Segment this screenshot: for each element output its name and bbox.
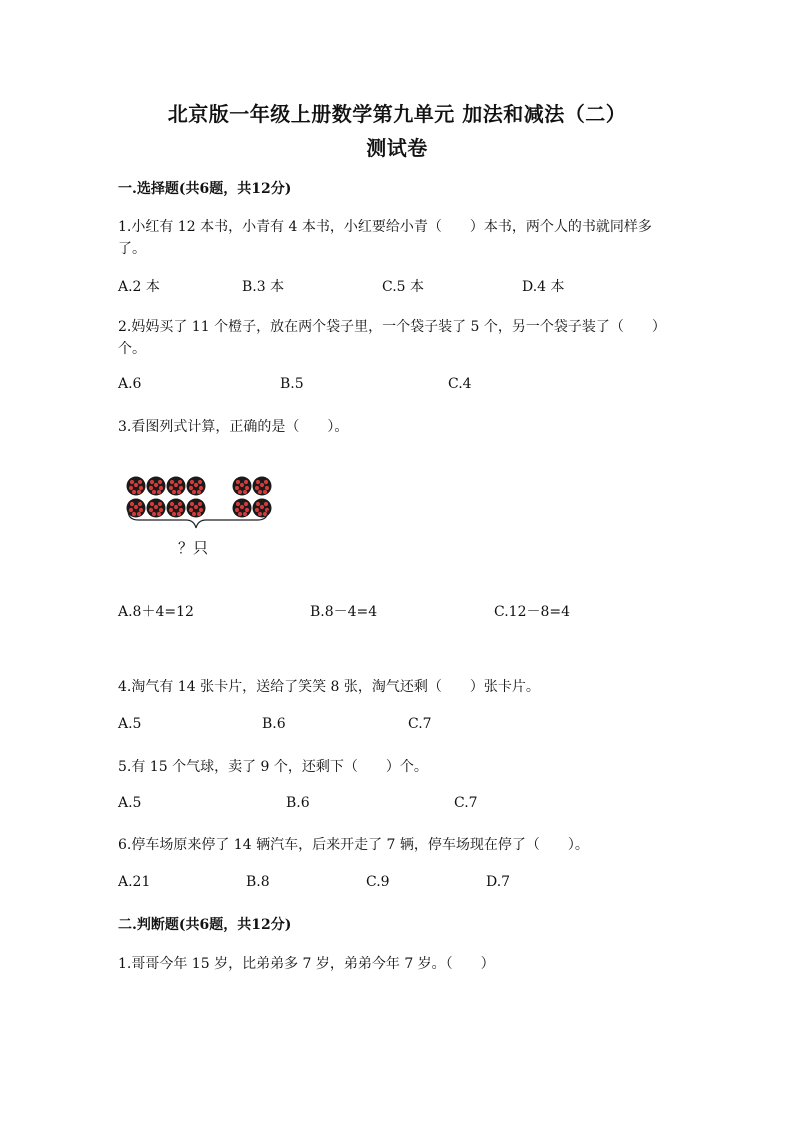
ladybug-icon — [233, 477, 252, 496]
q3-option-b[interactable]: B.8－4=4 — [310, 604, 378, 620]
q6-option-d[interactable]: D.7 — [486, 874, 511, 890]
section-heading-choice: 一.选择题(共6题，共12分) — [118, 181, 292, 197]
q6-option-b[interactable]: B.8 — [246, 874, 270, 890]
q6-option-c[interactable]: C.9 — [366, 874, 390, 890]
q1-option-b[interactable]: B.3 本 — [242, 279, 285, 295]
question-6: 6.停车场原来停了 14 辆汽车，后来开走了 7 辆，停车场现在停了（ ）。 — [118, 837, 589, 853]
question-2-options — [118, 376, 678, 398]
ladybug-icon — [167, 477, 186, 496]
question-4-options — [118, 716, 678, 738]
question-4: 4.淘气有 14 张卡片，送给了笑笑 8 张，淘气还剩（ ）张卡片。 — [118, 679, 540, 695]
q5-option-c[interactable]: C.7 — [454, 795, 478, 811]
ladybug-group — [127, 477, 272, 518]
q2-option-c[interactable]: C.4 — [448, 376, 472, 392]
q6-option-a[interactable]: A.21 — [118, 874, 151, 890]
q1-option-a[interactable]: A.2 本 — [118, 279, 160, 295]
q2-option-a[interactable]: A.6 — [118, 376, 142, 392]
q3-option-c[interactable]: C.12－8=4 — [494, 604, 571, 620]
q4-option-b[interactable]: B.6 — [262, 716, 286, 732]
ladybug-icon — [253, 477, 272, 496]
ladybug-icon — [187, 499, 206, 518]
q5-option-a[interactable]: A.5 — [118, 795, 142, 811]
ladybug-icon — [147, 477, 166, 496]
q2-option-b[interactable]: B.5 — [280, 376, 304, 392]
judge-question-1: 1.哥哥今年 15 岁，比弟弟多 7 岁，弟弟今年 7 岁。（ ） — [118, 956, 495, 972]
section-heading-judge: 二.判断题(共6题，共12分) — [118, 917, 292, 933]
q1-option-c[interactable]: C.5 本 — [382, 279, 425, 295]
worksheet-title: 北京版一年级上册数学第九单元 加法和减法（二） — [167, 102, 627, 126]
question-3: 3.看图列式计算，正确的是（ ）。 — [118, 419, 349, 435]
q5-option-b[interactable]: B.6 — [286, 795, 310, 811]
figure-question-label: ？只 — [178, 539, 209, 557]
question-2: 2.妈妈买了 11 个橙子，放在两个袋子里，一个袋子装了 5 个，另一个袋子装了（ ）个。 — [118, 319, 666, 357]
ladybug-icon — [253, 499, 272, 518]
ladybug-icon — [167, 499, 186, 518]
q1-option-d[interactable]: D.4 本 — [522, 279, 565, 295]
ladybug-icon — [187, 477, 206, 496]
q4-option-c[interactable]: C.7 — [408, 716, 432, 732]
question-5-options — [118, 795, 678, 817]
question-1: 1.小红有 12 本书，小青有 4 本书，小红要给小青（ ）本书，两个人的书就同样多了。 — [118, 219, 652, 257]
ladybug-icon — [147, 499, 166, 518]
question-3-options — [118, 601, 678, 623]
q3-option-a[interactable]: A.8＋4=12 — [118, 604, 194, 620]
ladybug-icon — [127, 477, 146, 496]
question-6-options — [118, 874, 678, 896]
worksheet-subtitle: 测试卷 — [366, 136, 428, 160]
question-1-options — [118, 276, 678, 298]
q4-option-a[interactable]: A.5 — [118, 716, 142, 732]
ladybug-icon — [233, 499, 252, 518]
question-5: 5.有 15 个气球，卖了 9 个，还剩下（ ）个。 — [118, 759, 428, 775]
